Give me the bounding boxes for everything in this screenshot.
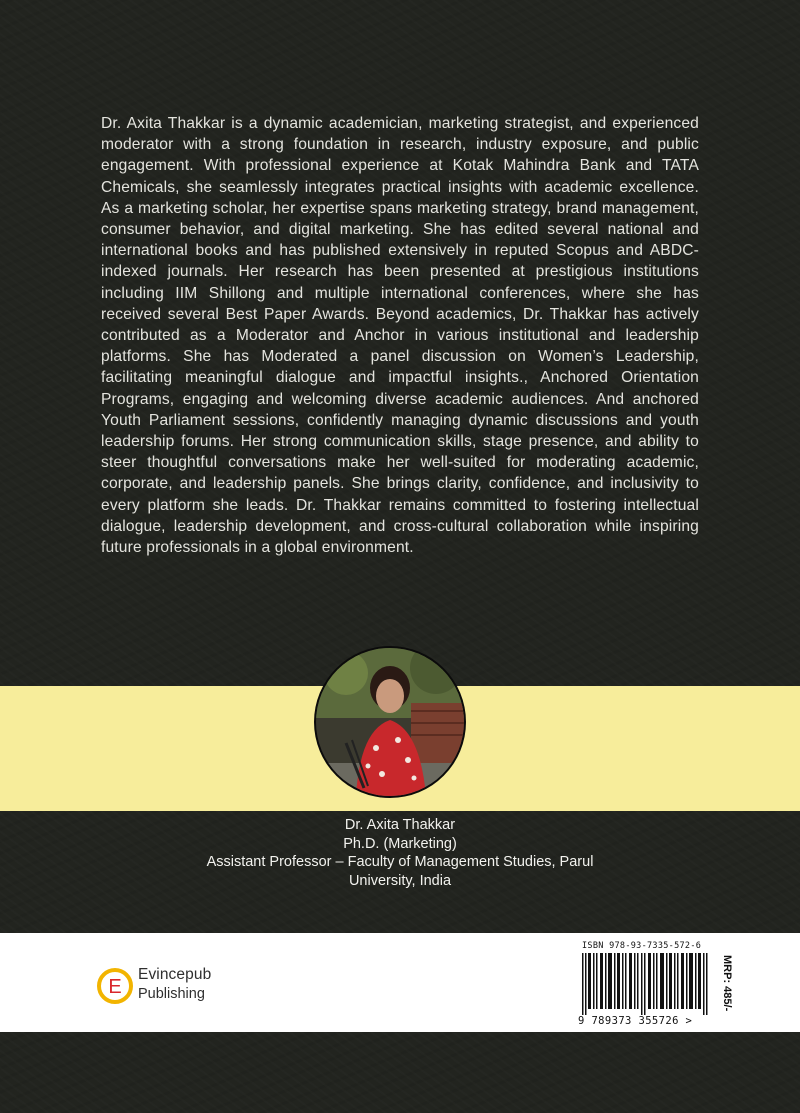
publisher-name-bottom: Publishing <box>138 986 205 1002</box>
evincepub-logo-icon <box>95 966 135 1006</box>
publisher-name-top: Evincepub <box>138 966 212 983</box>
author-photo <box>316 648 464 796</box>
isbn-barcode <box>580 953 714 1015</box>
publisher-logo <box>95 964 215 1008</box>
barcode-digits: 9 789373 355726 > <box>578 1015 693 1027</box>
logo-letter: E <box>108 976 122 998</box>
price-label: MRP: 485/- <box>721 955 733 1012</box>
author-info <box>150 816 650 890</box>
author-bio: Dr. Axita Thakkar is a dynamic academician, marketing strategist, and experienced moderator with a strong foundation in research, industry exposure, and public engagement. With professional experience at Kotak Mahindra Bank and TATA Chemicals, she seamlessly integrates practical insights with academic excellence. As a marketing scholar, her expertise spans marketing strategy, brand management, consumer behavior, and digital marketing. She has edited several national and international books and has published extensively in reputed Scopus and ABDC-indexed journals. Her research has been presented at prestigious institutions including IIM Shillong and multiple international conferences, where she has received several Best Paper Awards. Beyond academics, Dr. Thakkar has actively contributed as a Moderator and Anchor in various institutional and leadership platforms. She has Moderated a panel discussion on Women’s Leadership, facilitating meaningful dialogue and impactful insights., Anchored Orientation Programs, engaging and welcoming diverse academic audiences. And anchored Youth Parliament sessions, confidently managing dynamic discussions and youth leadership forums. Her strong communication skills, stage presence, and ability to steer thoughtful conversations make her well-suited for moderating academic, corporate, and leadership panels. She brings clarity, confidence, and inclusivity to every platform she leads. Dr. Thakkar remains committed to fostering intellectual dialogue, leadership development, and cross-cultural collaboration while inspiring future professionals in a global environment. <box>101 115 699 557</box>
isbn-label: ISBN 978-93-7335-572-6 <box>582 941 702 951</box>
author-degree: Ph.D. (Marketing) <box>343 835 457 852</box>
author-name: Dr. Axita Thakkar <box>344 817 456 833</box>
author-affiliation: Assistant Professor – Faculty of Management Studies, Parul University, India <box>206 854 594 889</box>
